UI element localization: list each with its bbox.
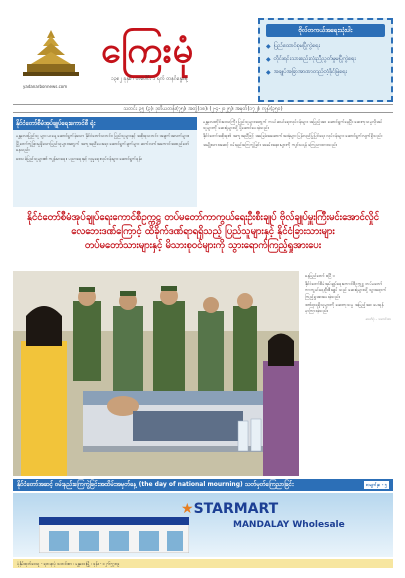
store-building-illustration <box>39 513 189 553</box>
lead-photo-illustration <box>13 271 299 476</box>
headline-line: နိုင်ငံတော်စီမံအုပ်ချုပ်ရေးကောင်စီဥက္ကဋ္ဌ တပ်မတော်ကာကွယ်ရေးဦးစီးချုပ် ဗိုလ်ချုပ်မှူးကြီးမင်းအောင်လှိုင် <box>27 212 379 223</box>
story-paragraph: အမျိုးသားအဆင့် ဝမ်းနည်းကြေကွဲခြင်း အခမ်းအနားများကို ကျင်းပရန် ကြေညာထားသည်။ <box>203 141 338 147</box>
ad-subtitle: MANDALAY Wholesale <box>233 520 345 530</box>
article-paragraph: နေပြည်တော် ဧပြီ ၁ <box>305 273 336 278</box>
slogan-heading: ဗိုလ်တကယ်အရေးသုံးပါး <box>266 24 385 37</box>
advertisement[interactable] <box>13 493 393 557</box>
dateline: သတင်း ၃၅ (၃)၊ ဒုတိယတန်း(၇၅)၊ အတွဲ(၁၈)၊ (၂-၄-၂၀၂၅)၊ အမှတ်(၁၇၂)၊ ကျပ်(၃၅၀) <box>13 104 393 113</box>
side-column-article <box>303 271 393 476</box>
mourning-text: နိုင်ငံတော်အဆင့် ဝမ်းနည်းကြေကွဲခြင်းအထိမ်းအမှတ်နေ့ (the day of national mourning) သတ်မှတ်ကြေညာခြင်း <box>17 481 294 488</box>
page-reference-badge: စာမျက်နှာ - ၅ <box>365 482 387 487</box>
ad-brand-text: STARMART <box>193 501 279 517</box>
issue-line: ၁၃၈၂ ခုနှစ် ၊ တပေါင်း ၁ ရက် တနင်္ဂနွေနေ့ <box>111 76 188 82</box>
story-paragraph: မြို့တော်ကွဲခြားမှုရှိသောပြည်သူများအတွက် အကူအညီပေးရေး ဆောင်ရွက်ချက်များ ဆက်လက်အကောင်အထည်ဖော်နေသည်။ <box>16 141 190 153</box>
photo-credit: ဓာတ်ပုံ - သတင်းစာ <box>365 317 391 322</box>
story-body <box>13 130 197 167</box>
lead-headline[interactable] <box>13 211 393 269</box>
top-story-right <box>201 117 393 207</box>
ad-brand <box>181 501 278 517</box>
story-paragraph: ဒေသခံပြည်သူများ၏ ကျန်းမာရေး၊ ပညာရေးနှင့် လူမှုရေးလုပ်ငန်းများ ဆောင်ရွက်ရန်။ <box>16 155 142 161</box>
story-heading[interactable]: နိုင်ငံတော်စီမံအုပ်ချုပ်ရေးကောင်စီ ရုံး <box>13 117 197 130</box>
newspaper-title: ကြေးမုံ <box>101 29 195 71</box>
footer-imprint: ပုံနှိပ်ထုတ်ဝေသူ - ရတနာပုံ သတင်းစာ ၊ မန္တလေးမြို့ ၊ ဖုန်း - ၀၂-၆၅၇၈၉ <box>13 559 393 568</box>
bullet-icon: ◆ <box>266 55 271 63</box>
slogan-item-text: အချုပ်အခြာအာဏာတည်တံ့ခိုင်မြဲရေး <box>273 69 347 75</box>
bullet-icon: ◆ <box>266 42 271 50</box>
article-paragraph: ဒဏ်ရာရရှိသူများကို ဆေးကုသမှု အပြည့်အဝ ပေးရန် မှာကြားခဲ့သည်။ <box>305 301 384 314</box>
slogan-item-text: တိုင်းရင်းသားစည်းလုံးညီညွတ်မှုမပြိုကွဲရေး <box>273 56 356 62</box>
bullet-icon: ◆ <box>266 68 271 76</box>
slogan-box <box>258 18 393 102</box>
slogan-item <box>266 42 385 50</box>
masthead <box>13 18 393 102</box>
site-url[interactable]: yadanarbonnews.com <box>23 84 68 89</box>
slogan-item-text: ပြည်ထောင်စုမပြိုကွဲရေး <box>273 43 320 49</box>
article-paragraph: နိုင်ငံတော်စီမံအုပ်ချုပ်ရေးကောင်စီဥက္ကဋ္ဌ တပ်မတော်ကာကွယ်ရေးဦးစီးချုပ် သည် ဆေးရုံများသို့ သွားရောက်ကြည့်ရှုအားပေးခဲ့သည်။ <box>305 281 387 299</box>
lead-photo[interactable] <box>13 271 299 476</box>
headline-line: တပ်မတော်သားများနှင့် မိသားစုဝင်များကို သွားရောက်ကြည့်ရှုအားပေး <box>84 240 322 251</box>
story-paragraph: မန္တလေးပြည်သူ များ ယနေ့ ဆောင်ရွက်ခဲ့သော နိုင်ငံတော်သတင်း၊ ပြည်သူများနှင့် အစိုးရသတင်း အချက်အလက်များ။ <box>16 133 190 138</box>
palace-emblem-icon <box>21 28 81 78</box>
story-paragraph: နိုင်ငံတော်အစိုးရ၏ အကူအညီဖြင့် အခြေခံအဆောက်အအုံများ ပြန်လည်ပြုပြင်ရေး လုပ်ငန်းများ ဆောင်ရွက်လျက်ရှိသည်။ <box>203 133 383 139</box>
newspaper-front-page <box>13 18 393 570</box>
story-paragraph: မန္တလေးတိုင်းဒေသကြီး ပြည်သူများအတွက် ကယ်ဆယ်ရေးလုပ်ငန်းများ အပြည့်အဝ ဆောင်ရွက်နေပြီး ဆေးကုသမှုလိုအပ်သူများကို ဆေးရုံများသို့ ပို့ဆောင်ပေးခဲ့သည်။ <box>203 119 383 131</box>
star-icon: ★ <box>181 501 194 517</box>
slogan-item <box>266 55 385 63</box>
top-story-left <box>13 117 197 207</box>
slogan-item <box>266 68 385 76</box>
headline-line: လေဘေးဒဏ်ကြောင့် ထိခိုက်ဒဏ်ရာရရှိသည့် ပြည်သူများနှင့် နိုင်ငံခြားသားများ <box>71 226 335 237</box>
mourning-banner[interactable] <box>13 479 393 491</box>
